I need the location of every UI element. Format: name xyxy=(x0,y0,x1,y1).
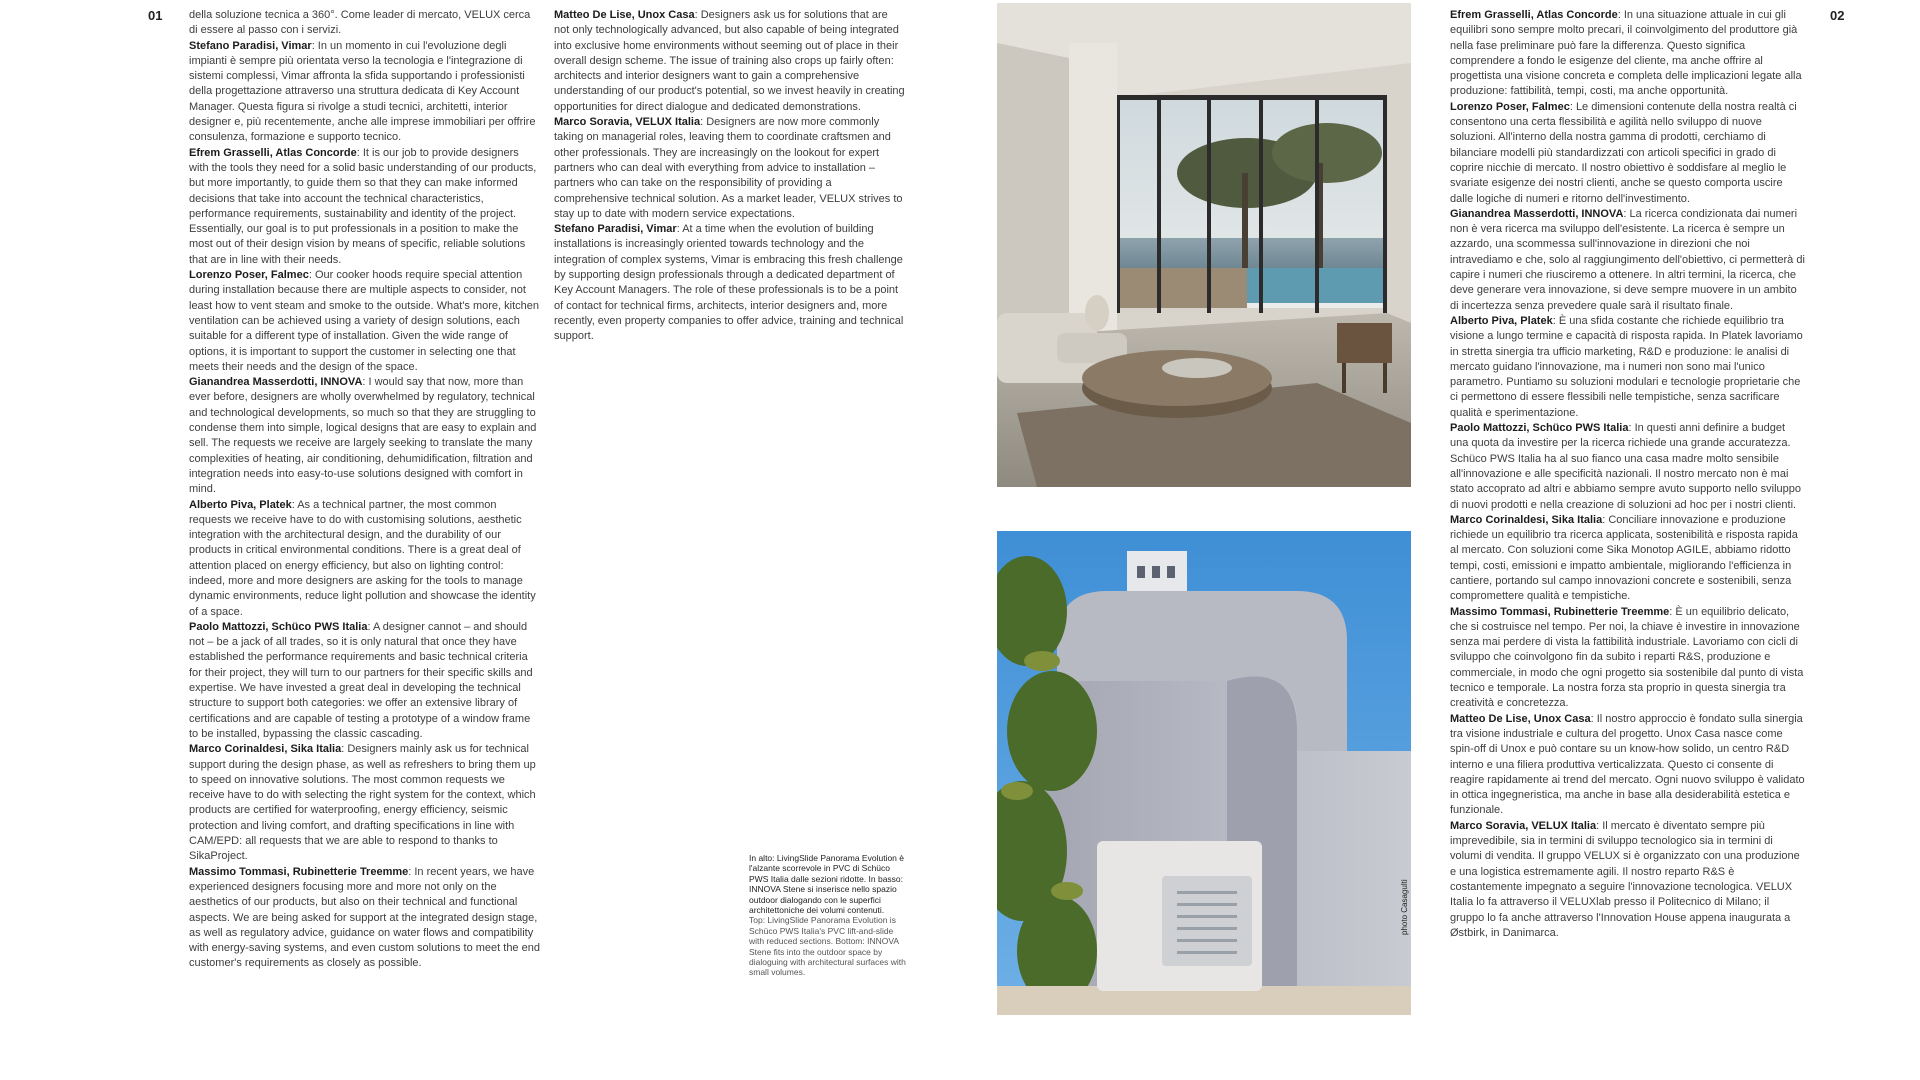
paragraph xyxy=(1450,100,1805,207)
paragraph-text: : At a time when the evolution of building installations is increasingly oriented towards technology and the integration of complex systems, Vimar is embracing this fresh challenge by supporting design professionals through a dedicated department of Key Account Managers. The role of these professionals is to be a point of contact for technical firms, architects, interior designers and, more recently, even property companies to offer advice, training and technical support. xyxy=(554,223,904,343)
outdoor-wall-illustration xyxy=(997,531,1411,1015)
paragraph-text: : In recent years, we have experienced designers focusing more and more not only on the aesthetics of our products, but also on their technical and functional aspects. We are being asked for support at the integrated design stage, as well as regulatory advice, guidance on water flows and compatibility with energy-saving systems, and even custom solutions to meet the end customer's requirements as closely as possible. xyxy=(189,865,540,970)
paragraph-text: : In una situazione attuale in cui gli equilibri sono sempre molto precari, il coinvolgimento del produttore già nella fase preliminare può fare la differenza. Questo significa comprendere a fondo le esigenze del cliente, ma anche offrire al progettista una visione concreta e completa delle implicazioni legate alla produzione: fattibilità, tempi, costi, ma anche opportunità. xyxy=(1450,9,1802,98)
paragraph-text: : It is our job to provide designers with the tools they need for a solid basic understanding of our products, but more importantly, to guide them so that they can make informed decisions that take into account the technical characteristics, performance requirements, sustainability and identity of the project. Essentially, our goal is to put professionals in a position to make the most out of their design vision by means of specific, reliable solutions that are in line with their needs. xyxy=(189,146,537,266)
speaker-name: Lorenzo Poser, Falmec xyxy=(189,269,309,282)
speaker-name: Matteo De Lise, Unox Casa xyxy=(1450,712,1591,725)
paragraph xyxy=(189,498,541,620)
paragraph-text: : È un equilibrio delicato, che si costruisce nel tempo. Per noi, la chiave è investire in innovazione senza mai perdere di vista la fattibilità industriale. Lavoriamo con cicli di sviluppo che coinvolgono fin da subito i reparti R&S, produzione e commerciale, in modo che ogni progetto sia sostenibile dal punto di vista tecnico e temporale. La nostra forza sta proprio in questa sinergia tra creatività e concretezza. xyxy=(1450,605,1804,710)
paragraph xyxy=(189,8,541,39)
paragraph xyxy=(1450,8,1805,100)
page-number-right: 02 xyxy=(1830,8,1845,23)
speaker-name: Stefano Paradisi, Vimar xyxy=(189,39,312,52)
photo-outdoor-unit xyxy=(997,531,1411,1015)
paragraph-text: : Le dimensioni contenute della nostra realtà ci consentono una certa flessibilità e agilità nello sviluppo di nuove soluzioni. All'interno della nostra gamma di prodotti, cerchiamo di bilanciare modelli più standardizzati con articoli specifici in grado di coprire nicchie di mercato. Il nostro obiettivo è soddisfare al meglio le svariate esigenze dei nostri clienti, anche se questo comporta uscire dalle logiche di numeri e ritorno dell'investimento. xyxy=(1450,100,1797,205)
paragraph-text: : Designers are now more commonly taking on managerial roles, leaving them to coordinate craftsmen and other professionals. They are increasingly on the lookout for expert partners who can deal with everything from advice to installation – partners who can take on the responsibility of providing a comprehensive technical solution. As a market leader, VELUX strives to stay up to date with modern service expectations. xyxy=(554,116,903,220)
caption-english: Top: LivingSlide Panorama Evolution is Schüco PWS Italia's PVC lift-and-slide with reduced sections. Bottom: INNOVA Stene fits into the outdoor space by dialoguing with architectural surfaces with small volumes. xyxy=(749,915,906,978)
speaker-name: Marco Corinaldesi, Sika Italia xyxy=(189,743,342,756)
paragraph xyxy=(189,268,541,375)
paragraph xyxy=(189,146,541,268)
image-caption xyxy=(749,853,909,978)
paragraph xyxy=(554,115,906,222)
paragraph-text: : Designers mainly ask us for technical support during the design phase, as well as refreshers to bring them up to speed on innovative solutions. The most common requests we receive have to do with selecting the right system for the context, which products are certified for waterproofing, energy efficiency, seismic protection and living comfort, and drafting specifications in line with CAM/EPD: all requests that we are able to respond to thanks to SikaProject. xyxy=(189,743,536,863)
paragraph-text: : Our cooker hoods require special attention during installation because there are multiple aspects to consider, not least how to vent steam and smoke to the outside. What's more, kitchen ventilation can be achieved using a variety of design solutions, each suitable for a different type of installation. Given the wide range of options, it is important to support the customer in selecting one that meets their needs and the design of the space. xyxy=(189,269,539,373)
speaker-name: Marco Soravia, VELUX Italia xyxy=(1450,819,1597,832)
speaker-name: Paolo Mattozzi, Schüco PWS Italia xyxy=(189,620,368,633)
speaker-name: Stefano Paradisi, Vimar xyxy=(554,223,677,236)
speaker-name: Massimo Tommasi, Rubinetterie Treemme xyxy=(1450,605,1670,618)
paragraph-text: : Il nostro approccio è fondato sulla sinergia tra visione industriale e cultura del progetto. Unox Casa nasce come spin-off di Unox e può contare su un know-how solido, un centro R&D interno e una filiera produttiva verticalizzata. Questo ci consente di reagire rapidamente ai trend del mercato. Ogni nuovo sviluppo è validato in ottica ingegneristica, ma anche in base alla desiderabilità estetica e funzionale. xyxy=(1450,712,1805,817)
paragraph-text: : Conciliare innovazione e produzione richiede un equilibrio tra ricerca applicata, sostenibilità e risposta rapida al mercato. Con soluzioni come Sika Monotop AGILE, abbiamo ridotto tempi, costi, emissioni e impatto ambientale, migliorando l'efficienza in cantiere, portando sul campo innovazioni concrete e sostenibili, senza compromettere qualità e tempistiche. xyxy=(1450,513,1798,603)
paragraph-text: : In questi anni definire a budget una quota da investire per la ricerca richiede una grande accuratezza. Schüco PWS Italia ha al suo fianco una casa madre molto sensibile all'innovazione e alle specificità nazionali. Il nostro mercato non è mai stato accoprato ad altri e abbiamo sempre avuto supporto nello sviluppo di nuovi prodotti e nella creazione di soluzioni ad hoc per i nostri clienti. xyxy=(1450,422,1801,511)
paragraph xyxy=(189,375,541,497)
speaker-name: Gianandrea Masserdotti, INNOVA xyxy=(1450,207,1624,220)
page-number-left: 01 xyxy=(148,8,163,23)
living-room-illustration xyxy=(997,3,1411,487)
text-column-3 xyxy=(1450,8,1805,941)
paragraph xyxy=(189,39,541,146)
paragraph-text: : Il mercato è diventato sempre più imprevedibile, sia in termini di sviluppo tecnologico sia in termini di volumi di vendita. Il gruppo VELUX si è organizzato con una produzione e una logistica estremamente agili. Il nostro reparto R&S è costantemente impegnato a seguire l'innovazione tecnologica. VELUX Italia lo fa attraverso il VELUXlab presso il Politecnico di Milano; il gruppo lo fa anche attraverso l'Innovation House appena inaugurata a Østbirk, in Danimarca. xyxy=(1450,819,1800,939)
paragraph xyxy=(554,8,906,115)
speaker-name: Marco Corinaldesi, Sika Italia xyxy=(1450,513,1603,526)
paragraph-text: : In un momento in cui l'evoluzione degli impianti è sempre più orientata verso la tecnologia e l'integrazione di sistemi complessi, Vimar affronta la sfida supportando i professionisti della progettazione attraverso una struttura dedicata di Key Account Manager. Questa figura si rivolge a studi tecnici, architetti, interior designer e, più recentemente, anche alle imprese immobiliari per offrire consulenza, formazione e supporto tecnico. xyxy=(189,39,536,144)
paragraph-text: : I would say that now, more than ever before, designers are wholly overwhelmed by regulatory, technical and technological developments, so much so that they are struggling to condense them into simple, logical designs that are easy to explain and sell. The requests we receive are largely seeking to translate the many complexities of heating, air conditioning, dehumidification, filtration and integration needs into easy-to-use solutions designed with comfort in mind. xyxy=(189,376,537,496)
paragraph xyxy=(1450,314,1805,421)
speaker-name: Alberto Piva, Platek xyxy=(189,498,292,511)
speaker-name: Lorenzo Poser, Falmec xyxy=(1450,100,1570,113)
paragraph xyxy=(189,742,541,864)
speaker-name: Marco Soravia, VELUX Italia xyxy=(554,116,701,129)
paragraph-text: : As a technical partner, the most common requests we receive have to do with customising solutions, aesthetic integration with the architectural design, and the durability of our products in critical environmental conditions. There is a great deal of attention placed on energy efficiency, but also on lighting control: indeed, more and more designers are asking for the tools to manage dynamic environments, reduce light pollution and showcase the identity of a space. xyxy=(189,498,536,618)
paragraph-text: : La ricerca condizionata dai numeri non è vera ricerca ma sviluppo dell'esistente. La ricerca è sempre un azzardo, una scommessa sull'innovazione in direzioni che noi intravediamo e che, solo al raggiungimento dell'obiettivo, ci permetterà di capire i numeri che riusciremo a ottenere. In altri termini, la ricerca, che deve generare vera innovazione, si deve sempre muovere in un ambito di incertezza senza prevedere quale sarà il risultato finale. xyxy=(1450,207,1805,312)
paragraph xyxy=(1450,605,1805,712)
paragraph-text: : Designers ask us for solutions that are not only technologically advanced, but also capable of being integrated into exclusive home environments without seeming out of place in their overall design scheme. The issue of training also crops up fairly often: architects and interior designers want to gain a comprehensive understanding of our product's potential, so we invest heavily in creating opportunities for direct dialogue and dedicated demonstrations. xyxy=(554,9,905,113)
speaker-name: Efrem Grasselli, Atlas Concorde xyxy=(189,146,357,159)
speaker-name: Gianandrea Masserdotti, INNOVA xyxy=(189,376,363,389)
text-column-1 xyxy=(189,8,541,972)
paragraph-text: della soluzione tecnica a 360°. Come leader di mercato, VELUX cerca di essere al passo con i servizi. xyxy=(189,9,531,37)
photo-credit: photo Casagulti xyxy=(1400,879,1409,935)
photo-living-room xyxy=(997,3,1411,487)
speaker-name: Massimo Tommasi, Rubinetterie Treemme xyxy=(189,865,409,878)
paragraph xyxy=(554,222,906,344)
paragraph xyxy=(1450,819,1805,941)
speaker-name: Paolo Mattozzi, Schüco PWS Italia xyxy=(1450,422,1629,435)
paragraph-text: : È una sfida costante che richiede equilibrio tra visione a lungo termine e capacità di risposta rapida. In Platek lavoriamo in stretta sinergia tra ufficio marketing, R&D e produzione: le analisi di mercato guidano l'innovazione, ma i numeri non sono mai l'unico parametro. Puntiamo su soluzioni modulari e tecnologie proprietarie che ci permettono di essere flessibili nelle tempistiche, senza sacrificare qualità e sperimentazione. xyxy=(1450,314,1803,419)
caption-italian: In alto: LivingSlide Panorama Evolution è l'alzante scorrevole in PVC di Schüco PWS Italia dalle sezioni ridotte. In basso: INNOVA Stene si inserisce nello spazio outdoor dialogando con le superfici architettoniche dei volumi contenuti. xyxy=(749,853,904,916)
paragraph xyxy=(1450,421,1805,513)
paragraph xyxy=(1450,513,1805,605)
text-column-2 xyxy=(554,8,906,345)
paragraph xyxy=(1450,712,1805,819)
speaker-name: Alberto Piva, Platek xyxy=(1450,314,1553,327)
paragraph xyxy=(1450,207,1805,314)
speaker-name: Matteo De Lise, Unox Casa xyxy=(554,9,695,21)
paragraph-text: : A designer cannot – and should not – be a jack of all trades, so it is only natural that once they have established the performance requirements and basic technical criteria for their project, they will turn to our partners for their specific skills and expertise. We have invested a great deal in developing the technical structure to support both categories: we offer an extensive library of certifications and are capable of testing a prototype of a window frame to be installed, bypassing the classic cascading. xyxy=(189,620,533,740)
paragraph xyxy=(189,865,541,972)
paragraph xyxy=(189,620,541,742)
speaker-name: Efrem Grasselli, Atlas Concorde xyxy=(1450,9,1618,21)
